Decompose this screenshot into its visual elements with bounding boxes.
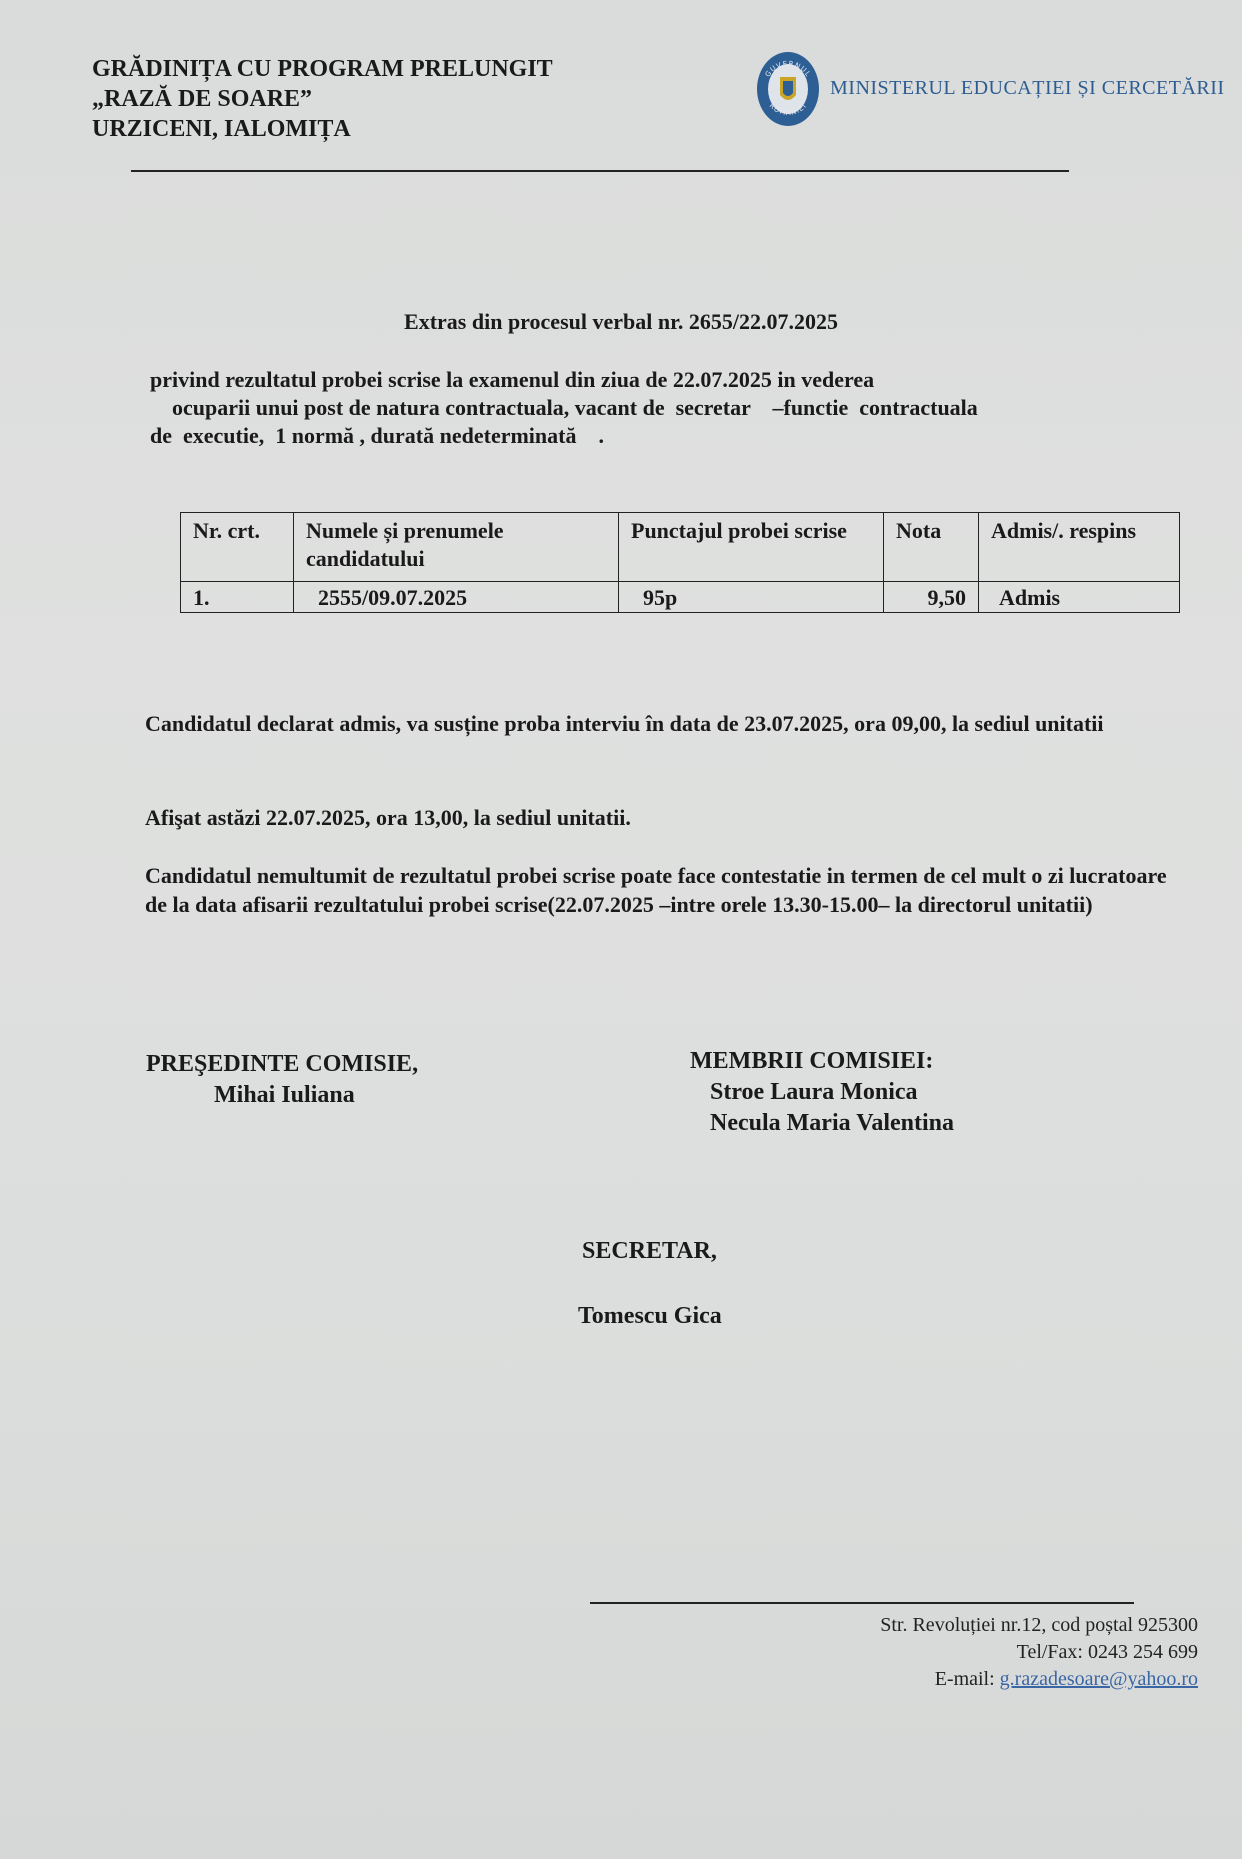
member-1-name: Stroe Laura Monica bbox=[710, 1079, 918, 1105]
results-table bbox=[180, 512, 1180, 613]
header-result: Admis/. respins bbox=[979, 513, 1180, 582]
cell-nr: 1. bbox=[181, 582, 294, 613]
president-name: Mihai Iuliana bbox=[214, 1082, 355, 1108]
header-grade: Nota bbox=[884, 513, 979, 582]
header-nr-crt: Nr. crt. bbox=[181, 513, 294, 582]
appeal-notice: Candidatul nemultumit de rezultatul probei scrise poate face contestatie in termen de cel mult o zi lucratoare de la data afisarii rezultatului probei scrise(22.07.2025 –intre orele 13.30-15.00– la directorul unitatii) bbox=[145, 863, 1167, 917]
president-title: PREŞEDINTE COMISIE, bbox=[146, 1051, 419, 1077]
table-header-row bbox=[181, 513, 1180, 582]
footer-email-link[interactable]: g.razadesoare@yahoo.ro bbox=[999, 1668, 1198, 1690]
footer-phone: Tel/Fax: 0243 254 699 bbox=[1016, 1641, 1198, 1663]
footer-address: Str. Revoluției nr.12, cod poștal 925300 bbox=[880, 1614, 1198, 1636]
svg-text:ROMÂNIEI: ROMÂNIEI bbox=[767, 101, 809, 118]
school-line-2: „RAZĂ DE SOARE” bbox=[92, 86, 313, 112]
members-signature bbox=[690, 1046, 954, 1139]
cell-score: 95p bbox=[619, 582, 884, 613]
cell-candidate: 2555/09.07.2025 bbox=[294, 582, 619, 613]
secretary-name: Tomescu Gica bbox=[578, 1303, 722, 1329]
government-seal-icon bbox=[756, 49, 820, 127]
cell-result: Admis bbox=[979, 582, 1180, 613]
school-name-block bbox=[92, 54, 553, 144]
member-2-name: Necula Maria Valentina bbox=[710, 1110, 954, 1136]
intro-text bbox=[150, 366, 1160, 450]
school-line-3: URZICENI, IALOMIȚA bbox=[92, 116, 351, 142]
footer-contact bbox=[880, 1612, 1198, 1693]
secretary-title: SECRETAR, bbox=[582, 1238, 717, 1264]
cell-grade: 9,50 bbox=[884, 582, 979, 613]
school-line-1: GRĂDINIȚA CU PROGRAM PRELUNGIT bbox=[92, 56, 553, 82]
svg-text:GUVERNUL: GUVERNUL bbox=[763, 59, 813, 79]
footer-divider bbox=[590, 1602, 1134, 1604]
members-title: MEMBRII COMISIEI: bbox=[690, 1048, 934, 1074]
document-title: Extras din procesul verbal nr. 2655/22.07.2025 bbox=[404, 309, 838, 334]
intro-line-3: de executie, 1 normă , durată nedeterminată . bbox=[150, 423, 604, 448]
footer-email-label: E-mail: bbox=[934, 1668, 1000, 1690]
ministry-logo bbox=[756, 49, 1225, 127]
intro-line-2: ocuparii unui post de natura contractuala, vacant de secretar –functie contractuala bbox=[150, 395, 978, 420]
ministry-name: MINISTERUL EDUCAȚIEI ȘI CERCETĂRII bbox=[830, 76, 1225, 99]
intro-line-1: privind rezultatul probei scrise la examenul din ziua de 22.07.2025 in vederea bbox=[150, 367, 875, 392]
header-divider bbox=[131, 170, 1069, 172]
posting-notice: Afişat astăzi 22.07.2025, ora 13,00, la sediul unitatii. bbox=[145, 805, 631, 830]
header-score: Punctajul probei scrise bbox=[619, 513, 884, 582]
president-signature bbox=[146, 1049, 418, 1111]
interview-notice: Candidatul declarat admis, va susține proba interviu în data de 23.07.2025, ora 09,00, la sediul unitatii bbox=[145, 711, 1104, 736]
footer-email-line bbox=[880, 1666, 1198, 1693]
table-row bbox=[181, 582, 1180, 613]
header-candidate: Numele și prenumele candidatului bbox=[294, 513, 619, 582]
